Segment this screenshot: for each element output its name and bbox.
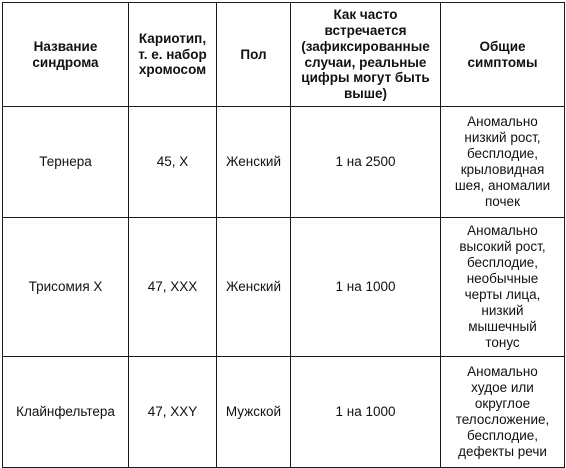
header-symptoms bbox=[441, 3, 565, 107]
cell-karyotype bbox=[129, 107, 217, 218]
cell-symptoms bbox=[441, 357, 565, 468]
syndrome-name-text: Трисомия X bbox=[28, 279, 103, 295]
cell-sex bbox=[217, 218, 291, 357]
syndrome-name-text: Тернера bbox=[39, 154, 92, 170]
table-row bbox=[3, 357, 565, 468]
cell-karyotype bbox=[129, 218, 217, 357]
header-sex-text: Пол bbox=[240, 46, 267, 62]
cell-frequency bbox=[291, 357, 441, 468]
syndrome-name-text: Клайнфельтера bbox=[16, 404, 115, 420]
cell-symptoms bbox=[441, 218, 565, 357]
cell-sex bbox=[217, 357, 291, 468]
symptoms-text: Аномально низкий рост, бесплодие, крыловидная шея, аномалии почек bbox=[454, 114, 551, 209]
cell-sex bbox=[217, 107, 291, 218]
cell-karyotype bbox=[129, 357, 217, 468]
sex-text: Женский bbox=[225, 154, 281, 170]
table-row bbox=[3, 107, 565, 218]
cell-syndrome-name bbox=[3, 357, 129, 468]
karyotype-text: 47, XXY bbox=[147, 404, 198, 420]
header-karyotype-text: Кариотип, т. е. набор хромосом bbox=[138, 30, 207, 78]
header-karyotype bbox=[129, 3, 217, 107]
header-symptoms-text: Общие симптомы bbox=[467, 38, 538, 70]
header-frequency bbox=[291, 3, 441, 107]
symptoms-text: Аномально худое или округлое телосложение, бесплодие, дефекты речи bbox=[455, 364, 550, 459]
header-sex bbox=[217, 3, 291, 107]
cell-frequency bbox=[291, 107, 441, 218]
sex-text: Мужской bbox=[225, 404, 282, 420]
table-row bbox=[3, 218, 565, 357]
cell-symptoms bbox=[441, 107, 565, 218]
karyotype-text: 45, X bbox=[156, 154, 189, 170]
sex-text: Женский bbox=[225, 279, 281, 295]
frequency-text: 1 на 1000 bbox=[335, 404, 396, 420]
cell-syndrome-name bbox=[3, 107, 129, 218]
cell-frequency bbox=[291, 218, 441, 357]
header-row bbox=[3, 3, 565, 107]
frequency-text: 1 на 1000 bbox=[335, 279, 396, 295]
symptoms-text: Аномально высокий рост, бесплодие, необычные черты лица, низкий мышечный тонус bbox=[459, 223, 546, 350]
frequency-text: 1 на 2500 bbox=[335, 154, 396, 170]
syndromes-table bbox=[2, 2, 565, 468]
header-frequency-text: Как часто встречается (зафиксированные случаи, реальные цифры могут быть выше) bbox=[301, 6, 430, 102]
karyotype-text: 47, XXX bbox=[147, 279, 198, 295]
cell-syndrome-name bbox=[3, 218, 129, 357]
header-syndrome-name bbox=[3, 3, 129, 107]
header-syndrome-name-text: Название синдрома bbox=[32, 38, 99, 70]
